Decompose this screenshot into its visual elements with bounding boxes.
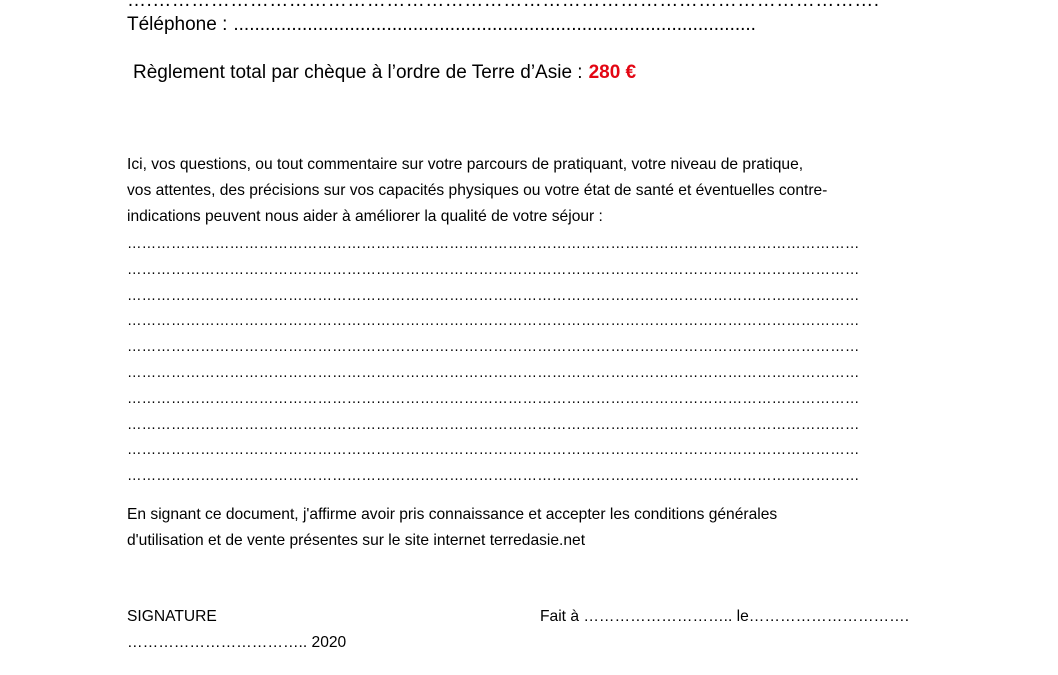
dotted-line: …………………………………………………………………………………………………………………………………… <box>127 339 860 356</box>
consent-statement <box>127 502 777 554</box>
dotted-line: …………………………………………………………………………………………………………………………………… <box>127 442 860 459</box>
comments-intro-line: indications peuvent nous aider à améliorer la qualité de votre séjour : <box>127 208 603 225</box>
phone-label: Téléphone : <box>127 14 228 35</box>
dotted-line: …………………………………………………………………………………………………………………………………… <box>127 364 860 381</box>
comments-intro-line: vos attentes, des précisions sur vos capacités physiques ou votre état de santé et éventuelles contre- <box>127 182 828 199</box>
dotted-line: …………………………………………………………………………………………………………………………………… <box>127 287 860 304</box>
payment-text: Règlement total par chèque à l’ordre de Terre d’Asie : <box>133 62 583 83</box>
comments-intro <box>127 152 947 230</box>
dotted-line: …………………………………………………………………………………………………………………………………… <box>127 390 860 407</box>
clipped-form-line: ….…………………………………………………………………………………………………. <box>127 0 880 11</box>
place-date-line: Fait à ……………………….. le…………………………. <box>540 608 910 625</box>
phone-dots: ................................................................................................... <box>233 14 756 35</box>
consent-line: d'utilisation et de vente présentes sur le site internet terredasie.net <box>127 532 586 549</box>
dotted-line: …………………………………………………………………………………………………………………………………… <box>127 236 860 252</box>
dotted-line: …………………………………………………………………………………………………………………………………… <box>127 416 860 433</box>
signature-date-line: …………………………….. 2020 <box>127 634 347 651</box>
phone-field <box>127 15 756 34</box>
dotted-line: …………………………………………………………………………………………………………………………………… <box>127 313 860 330</box>
dotted-line: …………………………………………………………………………………………………………………………………… <box>127 261 860 278</box>
signature-label: SIGNATURE <box>127 608 217 625</box>
comments-intro-line: Ici, vos questions, ou tout commentaire sur votre parcours de pratiquant, votre niveau de pratique, <box>127 156 804 173</box>
consent-line: En signant ce document, j'affirme avoir pris connaissance et accepter les conditions générales <box>127 506 778 523</box>
payment-line <box>133 63 636 82</box>
payment-amount: 280 € <box>588 62 637 83</box>
comments-dotted-lines <box>127 232 860 490</box>
dotted-line: …………………………………………………………………………………………………………………………………… <box>127 468 860 485</box>
